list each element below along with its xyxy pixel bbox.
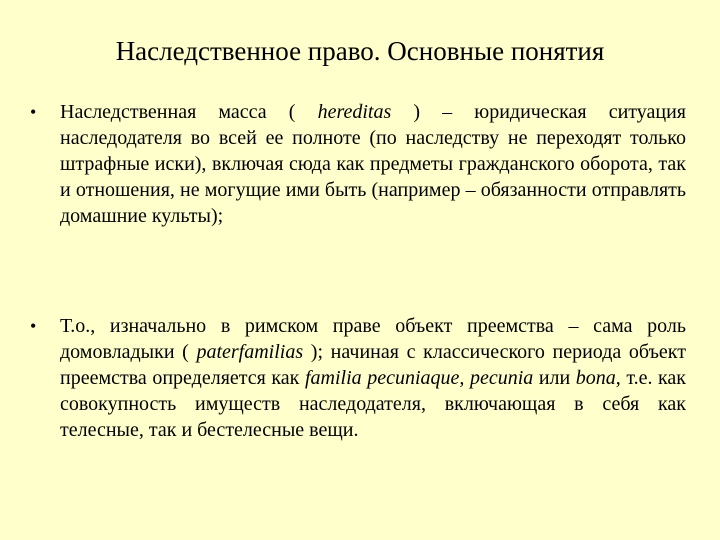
bullet-item-object-of-succession bbox=[30, 313, 687, 443]
bullet-text: Т.о., изначально в римском праве объект преемства – сама роль домовладыки ( bbox=[60, 315, 686, 363]
latin-term: familia pecuniaque, pecunia bbox=[304, 367, 534, 389]
bullet-marker: • bbox=[30, 102, 37, 122]
bullet-text: ) – юридическая ситуация наследодателя во всей ее полноте (по наследству не переходят только штрафные иски), включая сюда как предметы гражданского оборота, так и отношения, не могущие ими быть (например – обязанности отправлять домашние культы); bbox=[60, 101, 686, 227]
bullet-text: , т.е. как совокупность имуществ наследодателя, включающая в себя как телесные, так и бестелесные вещи. bbox=[60, 367, 687, 441]
slide-title: Наследственное право. Основные понятия bbox=[115, 36, 605, 66]
latin-term: paterfamilias bbox=[196, 341, 304, 363]
bullet-text: или bbox=[533, 367, 576, 389]
latin-term: bona bbox=[575, 367, 616, 389]
bullet-text: Наследственная масса ( bbox=[60, 101, 318, 123]
bullet-text: ); начиная с классического периода объект преемства определяется как bbox=[60, 341, 686, 389]
bullet-item-hereditas bbox=[30, 99, 686, 229]
bullet-marker: • bbox=[30, 316, 37, 336]
latin-term: hereditas bbox=[317, 101, 392, 123]
